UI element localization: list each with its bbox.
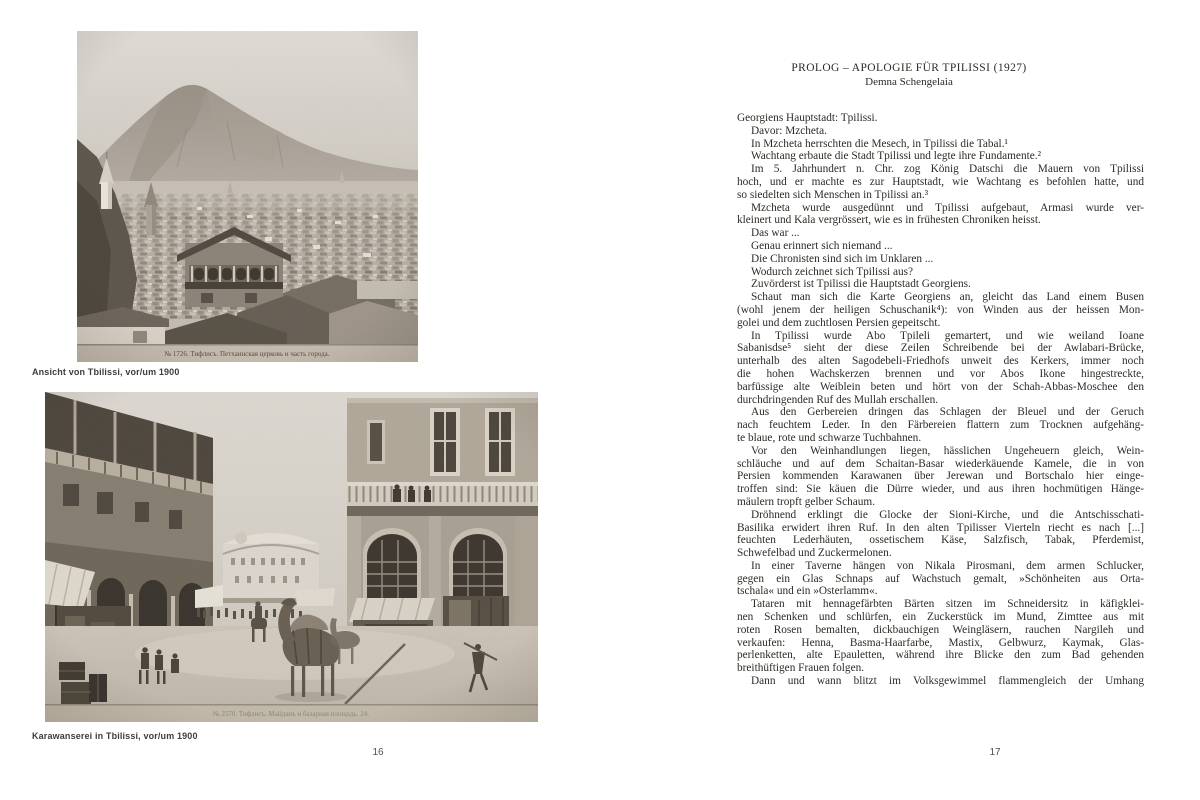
- text-line: Wodurch zeichnet sich Tpilissi aus?: [751, 265, 914, 278]
- chapter-title: PROLOG – APOLOGIE FÜR TPILISSI (1927): [791, 62, 1027, 74]
- text-line: barfüssige alte Weiblein beten und hört von der Schah-Abbas-Moschee den: [737, 380, 1144, 393]
- caravanserai-svg: [45, 392, 538, 722]
- text-line: In Mzcheta herrschten die Mesech, in Tpilissi die Tabal.¹: [751, 137, 1008, 150]
- text-line: (wohl jenem der heiligen Schuschanik⁴): von Winden aus der heissen Mon-: [737, 303, 1144, 316]
- text-line: tschala« und ein »Osterlamm«.: [737, 585, 878, 598]
- text-line: Schwefelbad und Zuckermelonen.: [737, 547, 892, 560]
- text-line: Das war ...: [751, 227, 800, 240]
- text-line: feuchten Lederhäuten, ossetischem Käse, Salzfisch, Tabak, Pferdemist,: [737, 534, 1144, 547]
- text-line: In einer Taverne hängen von Nikala Pirosmani, dem armen Schlucker,: [751, 559, 1144, 572]
- text-line: Dann und wann blitzt im Volksgewimmel flammengleich der Umhang: [751, 675, 1144, 688]
- text-line: Die Chronisten sind sich im Unklaren ...: [751, 252, 934, 265]
- page-number-left: 16: [372, 747, 384, 758]
- text-line: mäulern tropft gelber Schaum.: [737, 495, 876, 508]
- photo-caravanserai: [45, 392, 538, 722]
- text-line: Im 5. Jahrhundert n. Chr. zog König Datschi die Mauern von Tpilissi: [751, 163, 1144, 176]
- text-line: verkaufen: Henna, Basma-Haarfarbe, Mastix, Gelbwurz, Kaymak, Glas-: [737, 636, 1144, 649]
- text-line: te blaue, rote und schwarze Tuchbahnen.: [737, 431, 922, 444]
- text-line: nach feuchtem Leder. In den Färbereien flattern zum Trocknen aufgehäng-: [737, 419, 1144, 432]
- body-text-column: [737, 112, 1144, 688]
- text-line: die hohen Wachskerzen brennen und vor Abos Ikone hingestreckte,: [737, 367, 1144, 380]
- text-line: Zuvörderst ist Tpilissi die Hauptstadt Georgiens.: [751, 278, 971, 291]
- text-line: hoch, und er machte es zur Hauptstadt, wie Wachtang es befohlen hatte, und: [737, 175, 1144, 188]
- text-line: Schaut man sich die Karte Georgiens an, gleicht das Land einem Busen: [751, 291, 1144, 304]
- text-line: Davor: Mzcheta.: [751, 124, 827, 137]
- text-line: Aus den Gerbereien dringen das Schlagen der Bleuel und der Geruch: [751, 406, 1144, 419]
- text-line: Genau erinnert sich niemand ...: [751, 239, 893, 252]
- page-number-right: 17: [989, 747, 1001, 758]
- text-line: nen Schenken und schlürfen, ein Zuckerstück im Mund, Zimttee aus mit: [737, 611, 1144, 624]
- text-line: troffen sind: Sie käuen die Dürre wieder, und aus ihren hochmütigen Hänge-: [737, 483, 1144, 496]
- chapter-author: Demna Schengelaia: [865, 76, 953, 88]
- caption-photo-top: Ansicht von Tbilissi, vor/um 1900: [32, 367, 180, 377]
- text-line: roten Rosen bemalten, dickbauchigen Weingläsern, rauchen Nargileh und: [737, 623, 1144, 636]
- text-line: golei und dem zuchtlosen Persien gepeitscht.: [737, 316, 941, 329]
- text-line: kleinert und Kala vergrössert, wie es in frühesten Chroniken heisst.: [737, 214, 1041, 227]
- chapter-heading: [737, 62, 1081, 88]
- text-line: so siedelten sich Menschen in Tpilissi an.³: [737, 188, 929, 201]
- text-line: breithüftigen Frauen folgen.: [737, 662, 865, 675]
- text-line: Vor den Weinhandlungen liegen, hässlichen Ungeheuern gleich, Wein-: [751, 444, 1144, 457]
- text-line: Georgiens Hauptstadt: Tpilissi.: [737, 112, 878, 124]
- text-line: perlenketten, alte Epauletten, während ihre Blicke den zum Bad gehenden: [737, 649, 1144, 662]
- text-line: Basilika erwidert ihren Ruf. In den alten Tpilisser Vierteln riecht es nach [...]: [737, 521, 1144, 534]
- text-line: Mzcheta wurde ausgedünnt und Tpilissi aufgebaut, Armasi wurde ver-: [751, 201, 1144, 214]
- text-line: Persien kommenden Karawanen über Jerewan und Bortschalo hier einge-: [737, 470, 1144, 483]
- text-line: Dröhnend erklingt die Glocke der Sioni-Kirche, und die Antschisschati-: [751, 508, 1144, 521]
- text-line: gegen ein Glas Schnaps auf Wachstuch gemalt, »Schönheiten aus Orta-: [737, 572, 1144, 585]
- text-line: schläuche und auf dem Schaitan-Basar wiederkäuende Kamele, die in von: [737, 457, 1144, 470]
- caption-photo-bottom: Karawanserei in Tbilissi, vor/um 1900: [32, 731, 198, 741]
- text-line: unterhalb des alten Sagodebeli-Friedhofs unweit des Kerkers, immer noch: [737, 355, 1144, 368]
- text-line: Tataren mit hennagefärbten Bärten sitzen im Schneidersitz in käfigklei-: [751, 598, 1144, 611]
- text-line: Sabanisdse⁵ sieht der diese Zeilen Schreibende bei der Awlabari-Brücke,: [737, 342, 1144, 355]
- text-line: durchdringenden Ruf des Mullah erschallen.: [737, 393, 939, 406]
- photo-tbilisi-panorama: [77, 31, 418, 362]
- text-line: In Tpilissi wurde Abo Tpileli gemartert, und wie weiland Ioane: [751, 329, 1144, 342]
- text-line: Wachtang erbaute die Stadt Tpilissi und legte ihre Fundamente.²: [751, 150, 1041, 163]
- tbilisi-panorama-svg: [77, 31, 418, 362]
